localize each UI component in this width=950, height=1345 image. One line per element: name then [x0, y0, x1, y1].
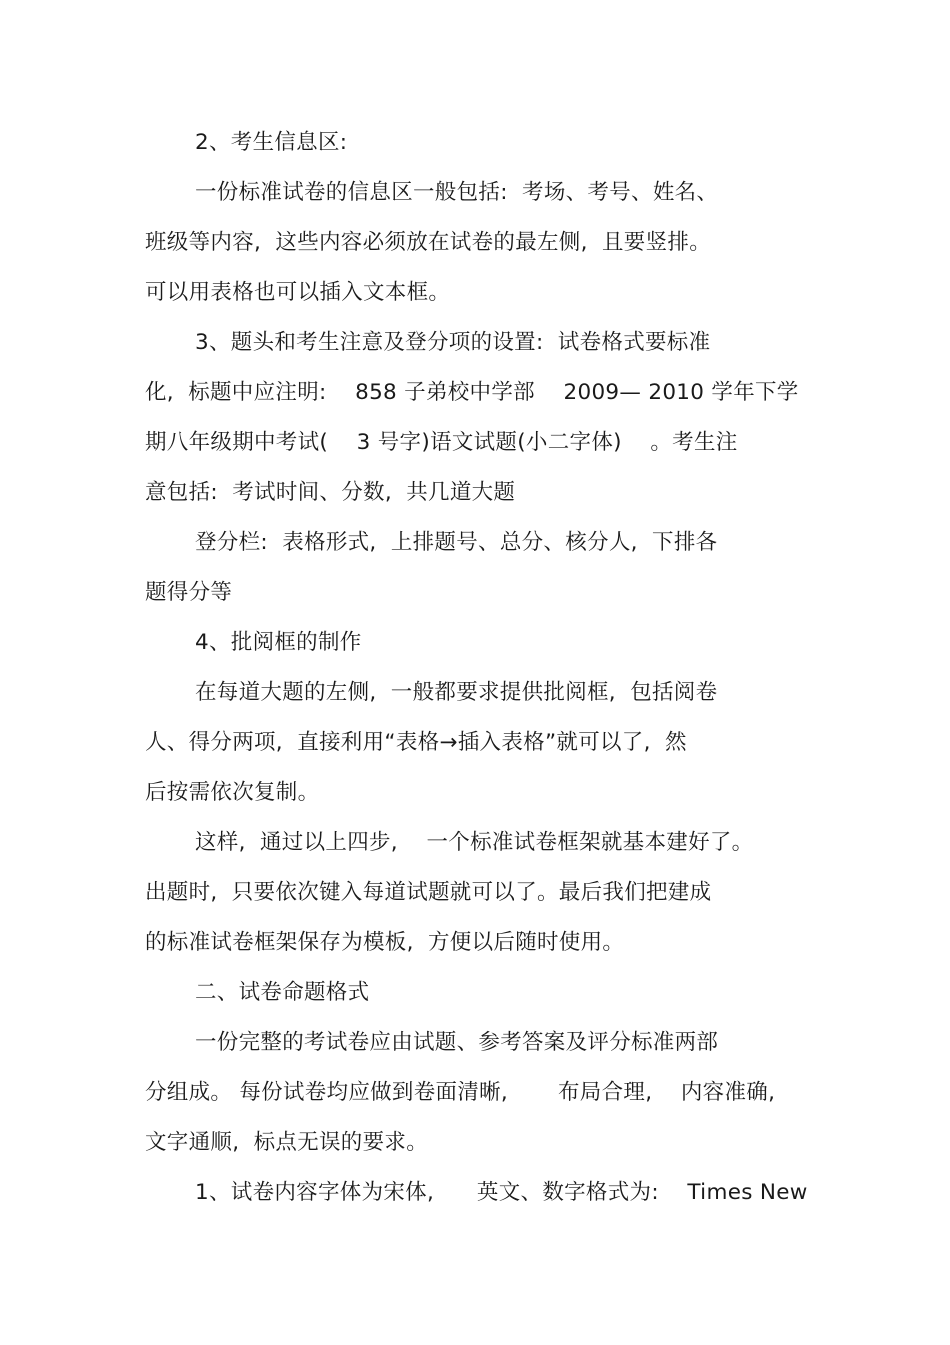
paragraph-line: 可以用表格也可以插入文本框。 [145, 280, 451, 305]
paragraph-line: 分组成。 每份试卷均应做到卷面清晰, 布局合理, 内容准确, [145, 1080, 776, 1105]
paragraph-line: 意包括: 考试时间、分数, 共几道大题 [145, 480, 516, 505]
paragraph-line: 1、试卷内容字体为宋体, 英文、数字格式为: Times New [195, 1180, 808, 1205]
paragraph-line: 登分栏: 表格形式, 上排题号、总分、核分人, 下排各 [195, 530, 718, 555]
paragraph-line: 文字通顺, 标点无误的要求。 [145, 1130, 429, 1155]
section-heading-header-settings: 3、题头和考生注意及登分项的设置: 试卷格式要标准 [195, 330, 711, 355]
section-heading-exam-info: 2、考生信息区: [195, 130, 348, 155]
paragraph-line: 期八年级期中考试( 3 号字)语文试题(小二字体) 。考生注 [145, 430, 738, 455]
section-heading-exam-format: 二、试卷命题格式 [195, 980, 370, 1005]
paragraph-line: 的标准试卷框架保存为模板, 方便以后随时使用。 [145, 930, 625, 955]
paragraph-line: 这样, 通过以上四步, 一个标准试卷框架就基本建好了。 [195, 830, 754, 855]
paragraph-line: 在每道大题的左侧, 一般都要求提供批阅框, 包括阅卷 [195, 680, 718, 705]
paragraph-line: 后按需依次复制。 [145, 780, 320, 805]
paragraph-line: 人、得分两项, 直接利用“表格→插入表格”就可以了, 然 [145, 730, 687, 755]
paragraph-line: 一份标准试卷的信息区一般包括: 考场、考号、姓名、 [195, 180, 719, 205]
paragraph-line: 班级等内容, 这些内容必须放在试卷的最左侧, 且要竖排。 [145, 230, 712, 255]
section-heading-review-box: 4、批阅框的制作 [195, 630, 362, 655]
paragraph-line: 化, 标题中应注明: 858 子弟校中学部 2009— 2010 学年下学 [145, 380, 799, 405]
paragraph-line: 题得分等 [145, 580, 233, 605]
paragraph-line: 一份完整的考试卷应由试题、参考答案及评分标准两部 [195, 1030, 719, 1055]
paragraph-line: 出题时, 只要依次键入每道试题就可以了。最后我们把建成 [145, 880, 712, 905]
